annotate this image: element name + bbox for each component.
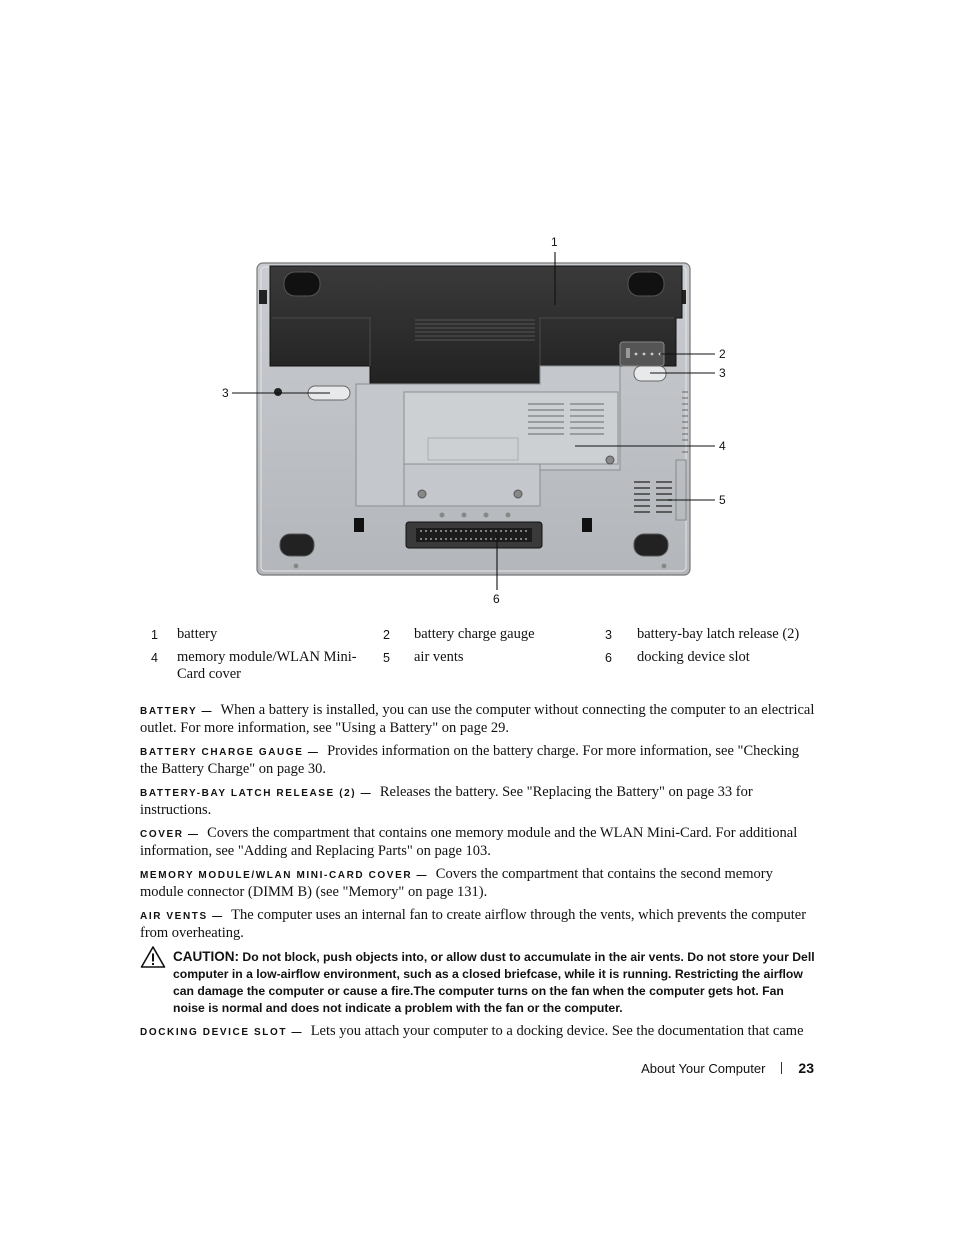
- paragraph-text: The computer uses an internal fan to create airflow through the vents, which prevents the computer from overheating.: [140, 907, 807, 941]
- page-footer: [641, 1060, 814, 1076]
- page-number: 23: [798, 1060, 814, 1076]
- warning-triangle-icon: [140, 945, 166, 969]
- legend-label: docking device slot: [637, 649, 750, 665]
- term-heading: BATTERY —: [140, 706, 214, 717]
- legend-number: 1: [151, 628, 158, 642]
- cover-paragraph: [140, 825, 815, 860]
- legend-label: battery charge gauge: [414, 626, 535, 642]
- callout-3-right: 3: [719, 366, 726, 380]
- paragraph-text: Lets you attach your computer to a docking device. See the documentation that came: [310, 1023, 804, 1039]
- air-vents-paragraph: [140, 907, 815, 942]
- term-heading: DOCKING DEVICE SLOT —: [140, 1027, 304, 1038]
- legend-label: battery-bay latch release (2): [637, 626, 800, 642]
- docking-slot-paragraph: [140, 1023, 815, 1041]
- battery-paragraph: [140, 702, 815, 737]
- footer-divider: [781, 1062, 782, 1074]
- term-heading: BATTERY CHARGE GAUGE —: [140, 747, 320, 758]
- caution-notice: [140, 948, 815, 1017]
- paragraph-text: Covers the compartment that contains one memory module and the WLAN Mini-Card. For additional information, see "Adding and Replacing Parts" on page 103.: [140, 825, 798, 859]
- callout-1: 1: [551, 235, 558, 249]
- term-heading: COVER —: [140, 829, 200, 840]
- callout-3-left: 3: [222, 386, 229, 400]
- memory-cover-paragraph: [140, 866, 815, 901]
- paragraph-text: Releases the battery. See "Replacing the Battery" on page 33 for instructions.: [140, 784, 753, 818]
- legend-number: 2: [383, 628, 390, 642]
- legend-row: [140, 649, 820, 689]
- term-heading: BATTERY-BAY LATCH RELEASE (2) —: [140, 788, 373, 799]
- legend-row: [140, 626, 820, 649]
- description-body: [140, 702, 815, 1047]
- callout-5: 5: [719, 493, 726, 507]
- legend-number: 6: [605, 651, 612, 665]
- legend-label: battery: [177, 626, 218, 642]
- paragraph-text: When a battery is installed, you can use the computer without connecting the computer to an electrical outlet. For more information, see "Using a Battery" on page 29.: [140, 702, 815, 736]
- paragraph-text: Provides information on the battery charge. For more information, see "Checking the Battery Charge" on page 30.: [140, 743, 800, 777]
- callout-6: 6: [493, 592, 500, 606]
- term-heading: MEMORY MODULE/WLAN MINI-CARD COVER —: [140, 870, 429, 881]
- paragraph-text: Covers the compartment that contains the second memory module connector (DIMM B) (see "Memory" on page 131).: [140, 866, 773, 900]
- legend-label: air vents: [414, 649, 464, 665]
- legend-label: memory module/WLAN Mini-Card cover: [177, 649, 357, 682]
- legend-number: 5: [383, 651, 390, 665]
- callout-2: 2: [719, 347, 726, 361]
- footer-section-title: About Your Computer: [641, 1061, 766, 1076]
- caution-label: CAUTION:: [173, 949, 239, 964]
- term-heading: AIR VENTS —: [140, 911, 224, 922]
- latch-release-paragraph: [140, 784, 815, 819]
- charge-gauge-paragraph: [140, 743, 815, 778]
- callout-4: 4: [719, 439, 726, 453]
- legend-number: 3: [605, 628, 612, 642]
- legend-number: 4: [151, 651, 158, 665]
- caution-text: Do not block, push objects into, or allow dust to accumulate in the air vents. Do not store your Dell computer in a low-airflow environment, such as a closed briefcase, while it is running. Restricting the airflow can damage the computer or cause a fire.The computer turns on the fan when the computer gets hot. Fan noise is normal and does not indicate a problem with the fan or the computer.: [173, 950, 815, 1015]
- figure-legend: [140, 626, 820, 689]
